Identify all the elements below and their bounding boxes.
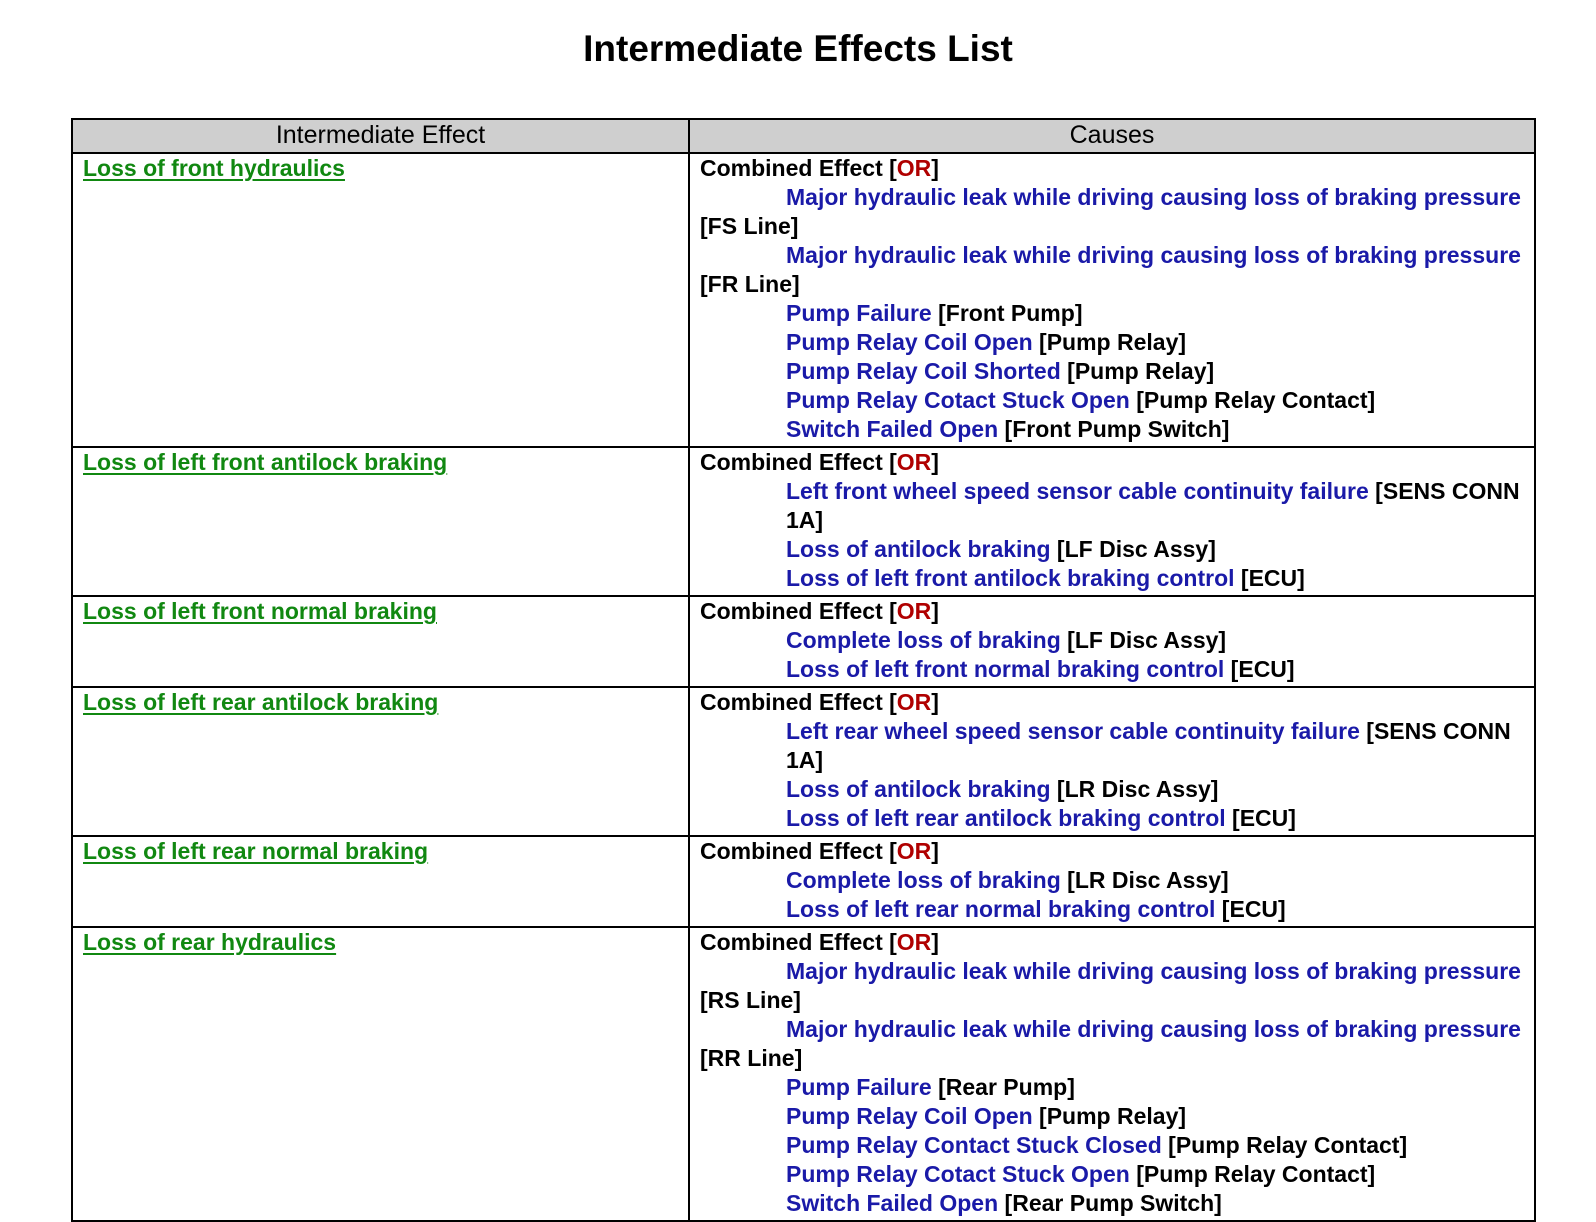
- cause-component: Pump Relay Contact: [1143, 1161, 1368, 1187]
- cause-name-link[interactable]: Switch Failed Open: [786, 416, 999, 442]
- cause-name-link[interactable]: Loss of left front antilock braking control: [786, 565, 1235, 591]
- effect-cell: [72, 927, 689, 1221]
- cause-item: Major hydraulic leak while driving causing loss of braking pressure [FR Line]: [700, 242, 1521, 297]
- cause-name-link[interactable]: Loss of antilock braking: [786, 776, 1051, 802]
- table-row: [72, 596, 1535, 687]
- cause-component: FR Line: [707, 271, 793, 297]
- cause-item: Pump Failure [Rear Pump]: [786, 1074, 1075, 1100]
- cause-item: Switch Failed Open [Rear Pump Switch]: [786, 1190, 1222, 1216]
- cause-component: Pump Relay: [1046, 329, 1179, 355]
- intermediate-effects-table: [71, 118, 1536, 1222]
- cause-name-link[interactable]: Pump Relay Coil Open: [786, 329, 1033, 355]
- cause-item: Switch Failed Open [Front Pump Switch]: [786, 416, 1230, 442]
- cause-component: RR Line: [707, 1045, 795, 1071]
- cause-name-link[interactable]: Complete loss of braking: [786, 867, 1061, 893]
- intermediate-effect-link[interactable]: Loss of left rear normal braking: [83, 838, 429, 864]
- causes-cell: [689, 447, 1535, 596]
- cause-item: Left rear wheel speed sensor cable continuity failure [SENS CONN 1A]: [786, 718, 1511, 773]
- cause-name-link[interactable]: Left front wheel speed sensor cable continuity failure: [786, 478, 1369, 504]
- cause-name-link[interactable]: Pump Failure: [786, 1074, 932, 1100]
- cause-name-link[interactable]: Pump Failure: [786, 300, 932, 326]
- cause-component: ECU: [1239, 805, 1289, 831]
- effect-cell: [72, 447, 689, 596]
- cause-item: Loss of left front normal braking control [ECU]: [786, 656, 1295, 682]
- cause-name-link[interactable]: Pump Relay Cotact Stuck Open: [786, 387, 1130, 413]
- cause-name-link[interactable]: Complete loss of braking: [786, 627, 1061, 653]
- cause-component: RS Line: [707, 987, 794, 1013]
- cause-component: LR Disc Assy: [1074, 867, 1221, 893]
- gate-type-label: OR: [896, 838, 932, 864]
- cause-name-link[interactable]: Major hydraulic leak while driving causing loss of braking pressure: [786, 184, 1521, 210]
- cause-item: Loss of antilock braking [LF Disc Assy]: [786, 536, 1216, 562]
- cause-component: Rear Pump: [945, 1074, 1068, 1100]
- intermediate-effect-link[interactable]: Loss of left rear antilock braking: [83, 689, 439, 715]
- cause-item: Complete loss of braking [LF Disc Assy]: [786, 627, 1227, 653]
- cause-component: ECU: [1248, 565, 1298, 591]
- cause-item: Major hydraulic leak while driving causing loss of braking pressure [RR Line]: [700, 1016, 1521, 1071]
- cause-name-link[interactable]: Pump Relay Coil Open: [786, 1103, 1033, 1129]
- cause-name-link[interactable]: Pump Relay Coil Shorted: [786, 358, 1061, 384]
- cause-component: Rear Pump Switch: [1012, 1190, 1215, 1216]
- causes-cell: [689, 927, 1535, 1221]
- cause-item: Loss of left rear normal braking control [ECU]: [786, 896, 1286, 922]
- effect-cell: [72, 836, 689, 927]
- combined-effect-line: Combined Effect [OR]: [700, 838, 939, 864]
- combined-effect-line: Combined Effect [OR]: [700, 155, 939, 181]
- cause-name-link[interactable]: Loss of left front normal braking control: [786, 656, 1225, 682]
- gate-type-label: OR: [896, 449, 932, 475]
- cause-name-link[interactable]: Pump Relay Cotact Stuck Open: [786, 1161, 1130, 1187]
- cause-component: Pump Relay Contact: [1175, 1132, 1400, 1158]
- cause-name-link[interactable]: Pump Relay Contact Stuck Closed: [786, 1132, 1162, 1158]
- table-row: [72, 687, 1535, 836]
- causes-cell: [689, 836, 1535, 927]
- cause-component: LR Disc Assy: [1064, 776, 1211, 802]
- cause-component: LF Disc Assy: [1074, 627, 1219, 653]
- gate-type-label: OR: [896, 689, 932, 715]
- column-header-intermediate-effect: Intermediate Effect: [72, 119, 689, 153]
- cause-item: Pump Relay Coil Shorted [Pump Relay]: [786, 358, 1215, 384]
- intermediate-effect-link[interactable]: Loss of left front normal braking: [83, 598, 437, 624]
- cause-name-link[interactable]: Major hydraulic leak while driving causing loss of braking pressure: [786, 958, 1521, 984]
- causes-cell: [689, 687, 1535, 836]
- cause-item: Pump Relay Coil Open [Pump Relay]: [786, 329, 1187, 355]
- cause-component: Pump Relay: [1074, 358, 1207, 384]
- combined-effect-label: Combined Effect: [700, 598, 883, 624]
- effect-cell: [72, 596, 689, 687]
- table-row: [72, 153, 1535, 447]
- column-header-causes: Causes: [689, 119, 1535, 153]
- effect-cell: [72, 153, 689, 447]
- cause-item: Loss of left front antilock braking control [ECU]: [786, 565, 1305, 591]
- combined-effect-line: Combined Effect [OR]: [700, 449, 939, 475]
- table-header-row: [72, 119, 1535, 153]
- combined-effect-line: Combined Effect [OR]: [700, 689, 939, 715]
- cause-item: Pump Relay Coil Open [Pump Relay]: [786, 1103, 1187, 1129]
- cause-name-link[interactable]: Major hydraulic leak while driving causing loss of braking pressure: [786, 242, 1521, 268]
- cause-name-link[interactable]: Loss of antilock braking: [786, 536, 1051, 562]
- gate-type-label: OR: [896, 598, 932, 624]
- intermediate-effect-link[interactable]: Loss of front hydraulics: [83, 155, 345, 181]
- table-row: [72, 836, 1535, 927]
- cause-item: Pump Relay Contact Stuck Closed [Pump Relay Contact]: [786, 1132, 1408, 1158]
- document-title: Intermediate Effects List: [583, 28, 1013, 69]
- effect-cell: [72, 687, 689, 836]
- intermediate-effect-link[interactable]: Loss of rear hydraulics: [83, 929, 337, 955]
- table-body: [72, 153, 1535, 1221]
- combined-effect-line: Combined Effect [OR]: [700, 598, 939, 624]
- gate-type-label: OR: [896, 929, 932, 955]
- combined-effect-line: Combined Effect [OR]: [700, 929, 939, 955]
- cause-component: Pump Relay Contact: [1143, 387, 1368, 413]
- cause-component: ECU: [1238, 656, 1287, 682]
- combined-effect-label: Combined Effect: [700, 929, 883, 955]
- combined-effect-label: Combined Effect: [700, 838, 883, 864]
- cause-name-link[interactable]: Left rear wheel speed sensor cable continuity failure: [786, 718, 1360, 744]
- cause-item: Left front wheel speed sensor cable continuity failure [SENS CONN 1A]: [786, 478, 1520, 533]
- cause-name-link[interactable]: Loss of left rear normal braking control: [786, 896, 1216, 922]
- cause-name-link[interactable]: Switch Failed Open: [786, 1190, 999, 1216]
- causes-cell: [689, 596, 1535, 687]
- combined-effect-label: Combined Effect: [700, 689, 883, 715]
- table-row: [72, 447, 1535, 596]
- cause-component: SENS CONN 1A: [786, 718, 1511, 773]
- cause-item: Major hydraulic leak while driving causing loss of braking pressure [RS Line]: [700, 958, 1521, 1013]
- cause-item: Pump Relay Cotact Stuck Open [Pump Relay Contact]: [786, 387, 1376, 413]
- combined-effect-label: Combined Effect: [700, 155, 883, 181]
- cause-name-link[interactable]: Loss of left rear antilock braking control: [786, 805, 1226, 831]
- cause-item: Pump Failure [Front Pump]: [786, 300, 1083, 326]
- cause-item: Complete loss of braking [LR Disc Assy]: [786, 867, 1229, 893]
- cause-component: ECU: [1229, 896, 1279, 922]
- cause-item: Pump Relay Cotact Stuck Open [Pump Relay Contact]: [786, 1161, 1376, 1187]
- cause-component: FS Line: [707, 213, 791, 239]
- cause-component: Pump Relay: [1046, 1103, 1179, 1129]
- cause-item: Loss of left rear antilock braking control [ECU]: [786, 805, 1296, 831]
- combined-effect-label: Combined Effect: [700, 449, 883, 475]
- gate-type-label: OR: [896, 155, 932, 181]
- causes-cell: [689, 153, 1535, 447]
- cause-component: SENS CONN 1A: [786, 478, 1520, 533]
- cause-component: LF Disc Assy: [1064, 536, 1209, 562]
- cause-name-link[interactable]: Major hydraulic leak while driving causing loss of braking pressure: [786, 1016, 1521, 1042]
- cause-item: Major hydraulic leak while driving causing loss of braking pressure [FS Line]: [700, 184, 1521, 239]
- cause-item: Loss of antilock braking [LR Disc Assy]: [786, 776, 1219, 802]
- cause-component: Front Pump: [945, 300, 1075, 326]
- table-row: [72, 927, 1535, 1221]
- cause-component: Front Pump Switch: [1012, 416, 1222, 442]
- intermediate-effect-link[interactable]: Loss of left front antilock braking: [83, 449, 448, 475]
